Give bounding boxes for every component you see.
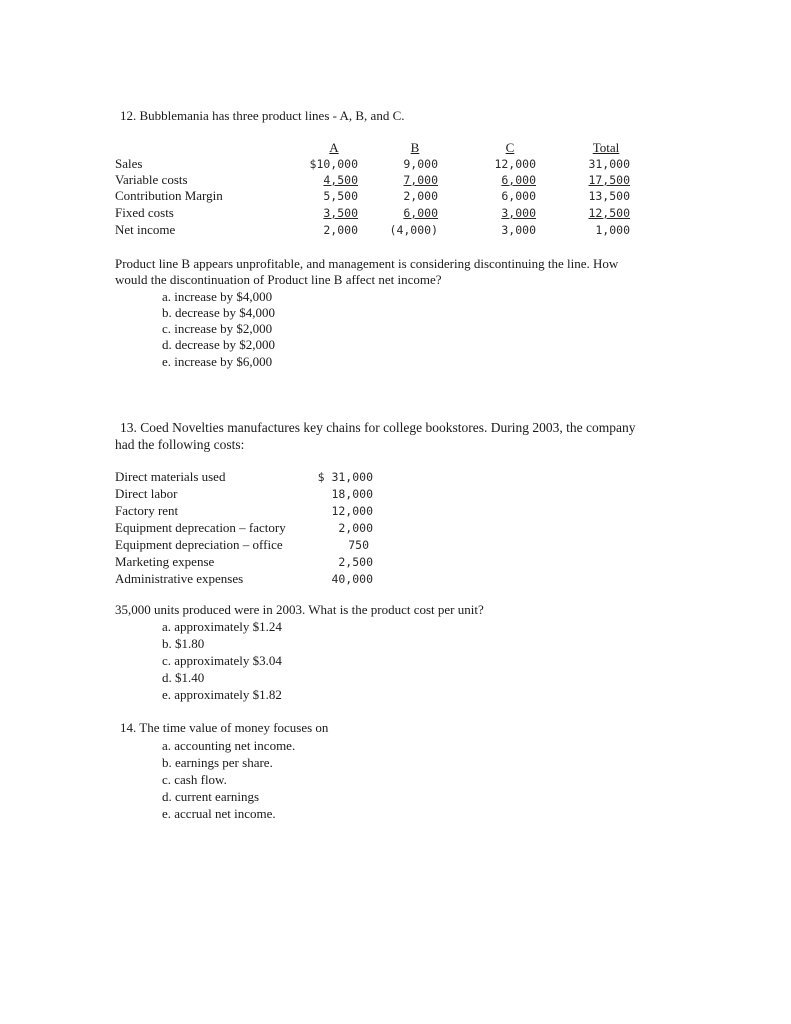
q13-cost-label: Direct materials used (115, 469, 226, 484)
q14-option-d: d. current earnings (162, 789, 260, 804)
q12-cell: 3,000 (501, 206, 536, 220)
q14-option-c: c. cash flow. (162, 772, 227, 787)
q12-cell: 4,500 (323, 173, 358, 187)
q13-cost-value: 2,000 (338, 521, 373, 535)
q14-option-a: a. accounting net income. (162, 738, 296, 753)
q12-cell: 13,500 (588, 189, 630, 203)
q12-cell: 7,000 (403, 173, 438, 187)
q12-row-label: Net income (115, 222, 176, 237)
q12-question-line1: Product line B appears unprofitable, and management is considering discontinuing the line. How (115, 256, 619, 271)
q12-cell: 5,500 (323, 189, 358, 203)
q12-row-label: Contribution Margin (115, 188, 223, 203)
q12-cell: 2,000 (323, 223, 358, 237)
q12-cell: $10,000 (309, 157, 358, 171)
q14-title: 14. The time value of money focuses on (120, 720, 329, 735)
q13-option-b: b. $1.80 (162, 636, 205, 651)
q13-question: 35,000 units produced were in 2003. What is the product cost per unit? (115, 602, 484, 617)
q12-cell: 17,500 (588, 173, 630, 187)
q12-option-c: c. increase by $2,000 (162, 321, 273, 336)
q13-cost-value: 12,000 (331, 504, 373, 518)
q12-title: 12. Bubblemania has three product lines - A, B, and C. (120, 108, 405, 123)
q13-option-d: d. $1.40 (162, 670, 205, 685)
q13-cost-value: $ 31,000 (317, 470, 373, 484)
q12-question-line2: would the discontinuation of Product line B affect net income? (115, 272, 442, 287)
q12-option-b: b. decrease by $4,000 (162, 305, 275, 320)
q13-cost-value: 18,000 (331, 487, 373, 501)
q12-cell: (4,000) (389, 223, 438, 237)
q13-cost-label: Administrative expenses (115, 571, 244, 586)
q12-row-label: Sales (115, 156, 143, 171)
q12-cell: 2,000 (403, 189, 438, 203)
q13-option-c: c. approximately $3.04 (162, 653, 282, 668)
q13-cost-label: Equipment depreciation – office (115, 537, 283, 552)
q12-option-a: a. increase by $4,000 (162, 289, 273, 304)
q12-option-d: d. decrease by $2,000 (162, 337, 275, 352)
q13-option-a: a. approximately $1.24 (162, 619, 282, 634)
q14-option-b: b. earnings per share. (162, 755, 273, 770)
q12-col-header-c: C (505, 140, 515, 155)
q12-col-header-a: A (329, 140, 339, 155)
q13-option-e: e. approximately $1.82 (162, 687, 282, 702)
q13-title-line1: 13. Coed Novelties manufactures key chains for college bookstores. During 2003, the company (120, 420, 636, 435)
q13-cost-value: 40,000 (331, 572, 373, 586)
q13-cost-value: 750 (348, 538, 369, 552)
q13-title-line2: had the following costs: (115, 437, 245, 452)
q13-cost-value: 2,500 (338, 555, 373, 569)
q12-row-label: Variable costs (115, 172, 188, 187)
q12-cell: 3,000 (501, 223, 536, 237)
q12-cell: 1,000 (595, 223, 630, 237)
q13-cost-label: Factory rent (115, 503, 179, 518)
q12-col-header-b: B (410, 140, 420, 155)
q12-cell: 9,000 (403, 157, 438, 171)
q12-cell: 6,000 (501, 173, 536, 187)
q12-row-label: Fixed costs (115, 205, 174, 220)
q12-cell: 31,000 (588, 157, 630, 171)
q13-cost-label: Marketing expense (115, 554, 215, 569)
q14-option-e: e. accrual net income. (162, 806, 276, 821)
q12-cell: 6,000 (501, 189, 536, 203)
q12-option-e: e. increase by $6,000 (162, 354, 273, 369)
q12-col-header-total: Total (592, 140, 620, 155)
q12-cell: 12,000 (494, 157, 536, 171)
q13-cost-label: Equipment deprecation – factory (115, 520, 286, 535)
q12-cell: 3,500 (323, 206, 358, 220)
q12-cell: 6,000 (403, 206, 438, 220)
q13-cost-label: Direct labor (115, 486, 178, 501)
q12-cell: 12,500 (588, 206, 630, 220)
